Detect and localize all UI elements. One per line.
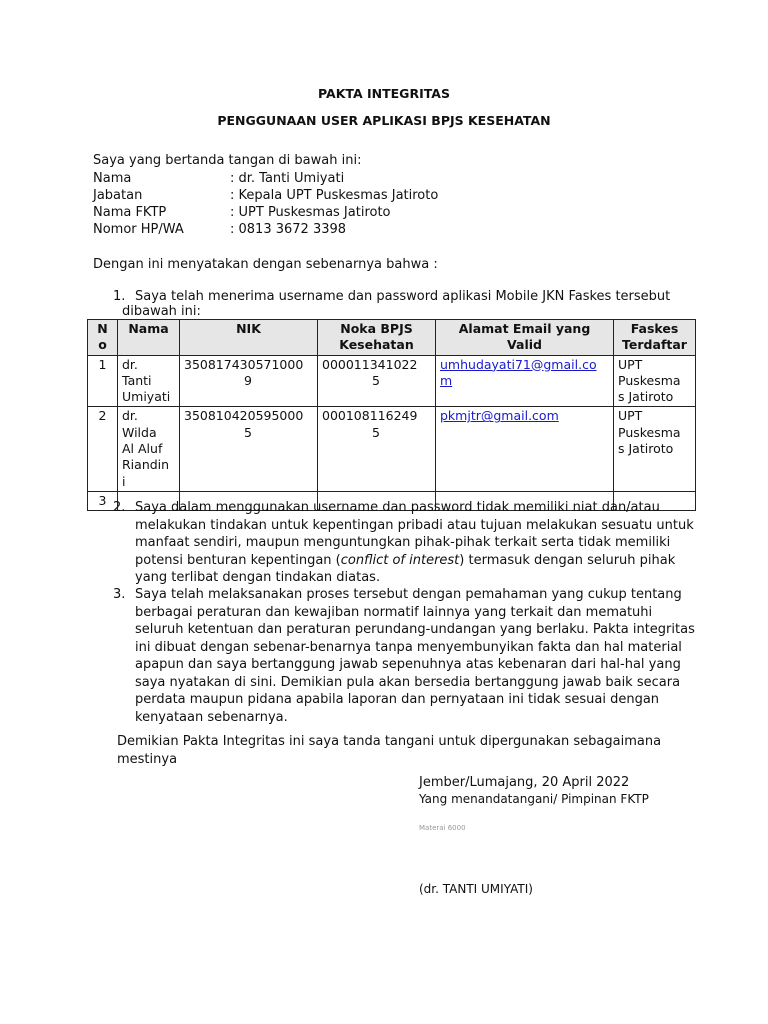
identity-label: Nama (93, 171, 132, 186)
point-line: dibawah ini: (122, 303, 201, 319)
user-table (87, 319, 696, 511)
point-1-text (122, 288, 671, 320)
cell-nik: 350817430571000 9 (180, 355, 318, 407)
point-number: 1. (113, 289, 126, 304)
cell-email (436, 407, 614, 491)
closing-text: Demikian Pakta Integritas ini saya tanda tangani untuk dipergunakan sebagaimana mestinya (117, 734, 662, 767)
point-line: seluruh ketentuan dan peraturan perundang-undangan yang berlaku. Pakta integritas (135, 622, 695, 637)
signature-place-date: Jember/Lumajang, 20 April 2022 (419, 775, 630, 790)
cell-noka: 000011341022 5 (318, 355, 436, 407)
header-faskes: Faskes Terdaftar (614, 320, 696, 356)
header-no: N o (88, 320, 118, 356)
point-line: melakukan tindakan untuk kepentingan pribadi atau tujuan melakukan sesuatu untuk (135, 517, 694, 533)
point-line: yang terlibat dengan tindakan diatas. (135, 570, 381, 585)
cell-no: 1 (88, 355, 118, 407)
header-nik: NIK (180, 320, 318, 356)
email-link[interactable]: pkmjtr@gmail.com (440, 408, 559, 424)
point-line: manfaat sendiri, maupun menguntungkan pihak-pihak terkait serta tidak memiliki (135, 535, 671, 550)
identity-label: Nomor HP/WA (93, 222, 184, 237)
point-line: saya nyatakan di sini. Demikian pula akan bersedia bertanggung jawab baik secara (135, 674, 681, 690)
cell-email (436, 355, 614, 407)
point-2-text (135, 499, 694, 587)
identity-label: Jabatan (93, 188, 143, 203)
cell-no: 2 (88, 407, 118, 491)
identity-value: : 0813 3672 3398 (230, 222, 347, 237)
point-line: potensi benturan kepentingan (conflict of interest) termasuk dengan seluruh pihak (135, 552, 676, 568)
header-email: Alamat Email yang Valid (436, 320, 614, 356)
identity-value: : UPT Puskesmas Jatiroto (230, 205, 391, 220)
point-line: berbagai peraturan dan kewajiban normatif lainnya yang terkait dan mematuhi (135, 604, 653, 620)
point-line: Saya telah melaksanakan proses tersebut dengan pemahaman yang cukup tentang (135, 587, 682, 602)
table-row (88, 407, 696, 491)
point-number: 3. (113, 587, 126, 602)
table-header-row (88, 320, 696, 356)
stamp-placeholder: Materai 6000 (419, 824, 466, 832)
intro-text: Saya yang bertanda tangan di bawah ini: (93, 153, 362, 168)
identity-label: Nama FKTP (93, 205, 167, 220)
point-number: 2. (113, 500, 126, 515)
point-line: Saya telah menerima username dan password aplikasi Mobile JKN Faskes tersebut (135, 289, 671, 304)
cell-no: 3 (88, 491, 118, 510)
signature-role: Yang menandatangani/ Pimpinan FKTP (419, 792, 649, 806)
cell-faskes: UPT Puskesma s Jatiroto (614, 407, 696, 491)
document-subtitle: PENGGUNAAN USER APLIKASI BPJS KESEHATAN (217, 113, 551, 128)
document-title: PAKTA INTEGRITAS (318, 86, 450, 101)
identity-value: : Kepala UPT Puskesmas Jatiroto (230, 188, 439, 203)
header-nama: Nama (118, 320, 180, 356)
header-noka: Noka BPJS Kesehatan (318, 320, 436, 356)
cell-nama: dr. Tanti Umiyati (118, 355, 180, 407)
cell-faskes: UPT Puskesma s Jatiroto (614, 355, 696, 407)
point-line: perdata maupun pidana apabila laporan dan pernyataan ini tidak sesuai dengan (135, 692, 660, 707)
cell-nama: dr. Wilda Al Aluf Riandin i (118, 407, 180, 491)
signature-name: (dr. TANTI UMIYATI) (419, 882, 533, 896)
point-line: Saya dalam menggunakan username dan password tidak memiliki niat dan/atau (135, 500, 660, 515)
cell-nik: 350810420595000 5 (180, 407, 318, 491)
point-line: ini dibuat dengan sebenar-benarnya tanpa menyembunyikan fakta dan hal material (135, 639, 682, 655)
point-line: kenyataan sebenarnya. (135, 709, 288, 725)
point-line: apapun dan saya bertanggung jawab sepenuhnya atas kebenaran dari hal-hal yang (135, 657, 681, 672)
cell-noka: 000108116249 5 (318, 407, 436, 491)
statement-intro: Dengan ini menyatakan dengan sebenarnya bahwa : (93, 257, 438, 272)
email-link[interactable]: umhudayati71@gmail.co m (440, 356, 597, 388)
table-row (88, 355, 696, 407)
point-3-text (135, 586, 695, 726)
identity-value: : dr. Tanti Umiyati (230, 171, 345, 186)
